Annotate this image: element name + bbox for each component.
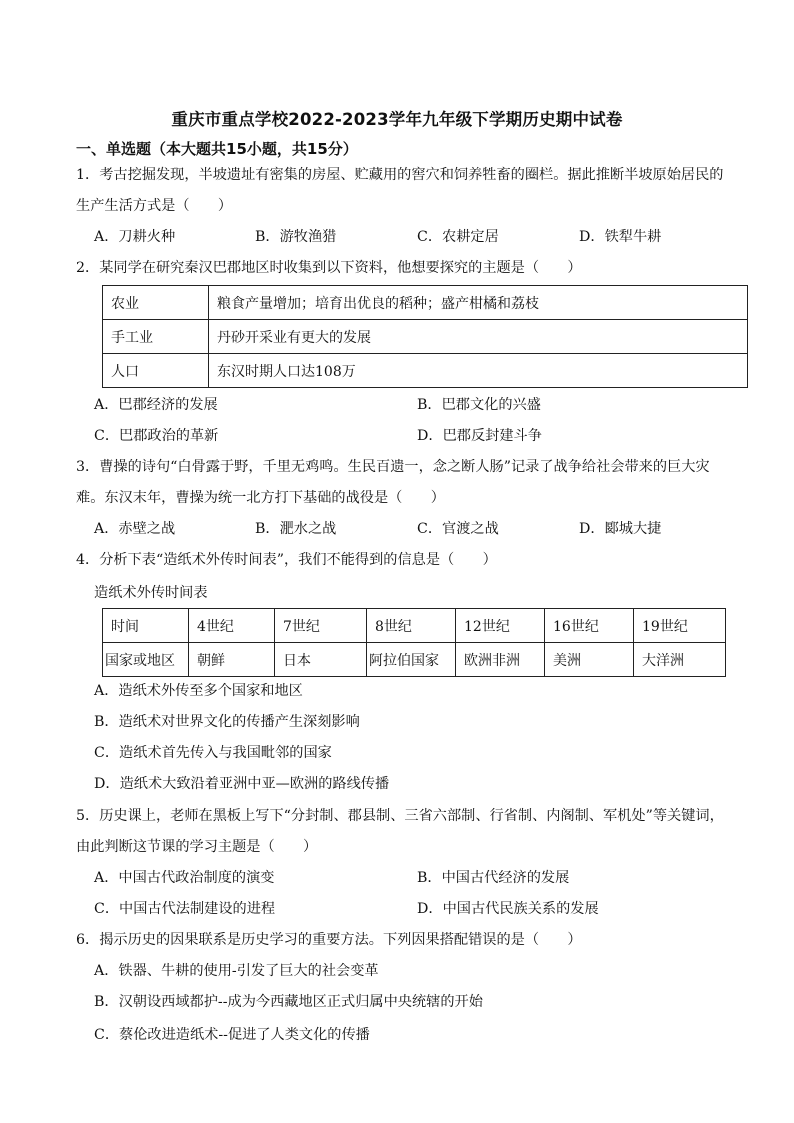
table-cell: 12世纪 [456, 609, 545, 643]
q6-option-a: A．铁器、牛耕的使用-引发了巨大的社会变革 [94, 963, 379, 979]
table-cell: 日本 [275, 643, 367, 677]
table-cell: 大洋洲 [634, 643, 726, 677]
table-cell: 7世纪 [275, 609, 367, 643]
table-cell: 人口 [103, 354, 209, 388]
section-heading: 一、单选题（本大题共15小题，共15分） [76, 140, 358, 158]
q5-stem-line2: 由此判断这节课的学习主题是（ ） [76, 839, 318, 855]
q1-stem-line2: 生产生活方式是（ ） [76, 198, 233, 214]
q2-option-a: A．巴郡经济的发展 [94, 397, 218, 413]
q3-option-c: C．官渡之战 [417, 521, 499, 537]
q6-option-c: C．蔡伦改进造纸术--促进了人类文化的传播 [94, 1027, 370, 1043]
q2-option-d: D．巴郡反封建斗争 [417, 428, 542, 444]
table-cell: 东汉时期人口达108万 [209, 354, 748, 388]
q1-stem-line1: 1．考古挖掘发现，半坡遗址有密集的房屋、贮藏用的窖穴和饲养牲畜的圈栏。据此推断半坡原始居民的 [76, 167, 724, 183]
q2-option-c: C．巴郡政治的革新 [94, 428, 219, 444]
q1-option-a: A．刀耕火种 [94, 229, 176, 245]
q1-option-d: D．铁犁牛耕 [579, 229, 662, 245]
q5-option-d: D．中国古代民族关系的发展 [417, 901, 599, 917]
table-row [103, 320, 748, 354]
q5-option-a: A．中国古代政治制度的演变 [94, 870, 275, 886]
q1-option-c: C．农耕定居 [417, 229, 499, 245]
q4-option-b: B．造纸术对世界文化的传播产生深刻影响 [94, 714, 360, 730]
table-row [103, 286, 748, 320]
table-row [103, 354, 748, 388]
table-cell: 粮食产量增加；培育出优良的稻种；盛产柑橘和荔枝 [209, 286, 748, 320]
table-cell: 16世纪 [545, 609, 634, 643]
table-cell: 农业 [103, 286, 209, 320]
q6-stem-line1: 6．揭示历史的因果联系是历史学习的重要方法。下列因果搭配错误的是（ ） [76, 932, 582, 948]
table-row [103, 609, 726, 643]
q3-option-b: B．淝水之战 [255, 521, 337, 537]
q3-stem-line1: 3．曹操的诗句“白骨露于野，千里无鸡鸣。生民百遗一，念之断人肠”记录了战争给社会带来的巨大灾 [76, 459, 710, 475]
table-cell: 手工业 [103, 320, 209, 354]
q2-option-b: B．巴郡文化的兴盛 [417, 397, 541, 413]
q4-option-a: A．造纸术外传至多个国家和地区 [94, 683, 303, 699]
q5-option-b: B．中国古代经济的发展 [417, 870, 570, 886]
table-cell: 美洲 [545, 643, 634, 677]
table-cell: 4世纪 [189, 609, 275, 643]
q6-option-b: B．汉朝设西域都护--成为今西藏地区正式归属中央统辖的开始 [94, 994, 483, 1010]
q4-table-caption: 造纸术外传时间表 [94, 585, 208, 601]
q3-option-a: A．赤壁之战 [94, 521, 176, 537]
q4-option-d: D．造纸术大致沿着亚洲中亚—欧洲的路线传播 [94, 776, 390, 792]
q1-option-b: B．游牧渔猎 [255, 229, 337, 245]
q5-stem-line1: 5．历史课上，老师在黑板上写下“分封制、郡县制、三省六部制、行省制、内阁制、军机处”等关键词， [76, 808, 724, 824]
q5-option-c: C．中国古代法制建设的进程 [94, 901, 276, 917]
table-cell: 19世纪 [634, 609, 726, 643]
q2-stem-line1: 2．某同学在研究秦汉巴郡地区时收集到以下资料，他想要探究的主题是（ ） [76, 260, 582, 276]
table-cell: 朝鲜 [189, 643, 275, 677]
q4-table [102, 608, 726, 677]
q2-table [102, 285, 748, 388]
page-title: 重庆市重点学校2022-2023学年九年级下学期历史期中试卷 [171, 110, 623, 129]
table-row [103, 643, 726, 677]
table-cell: 丹砂开采业有更大的发展 [209, 320, 748, 354]
q3-stem-line2: 难。东汉末年，曹操为统一北方打下基础的战役是（ ） [76, 490, 445, 506]
table-cell: 8世纪 [367, 609, 456, 643]
table-cell: 国家或地区 [103, 643, 189, 677]
table-cell: 欧洲非洲 [456, 643, 545, 677]
q3-option-d: D．郾城大捷 [579, 521, 662, 537]
table-cell: 阿拉伯国家 [367, 643, 456, 677]
table-cell: 时间 [103, 609, 189, 643]
q4-stem-line1: 4．分析下表“造纸术外传时间表”，我们不能得到的信息是（ ） [76, 552, 497, 568]
q4-option-c: C．造纸术首先传入与我国毗邻的国家 [94, 745, 332, 761]
